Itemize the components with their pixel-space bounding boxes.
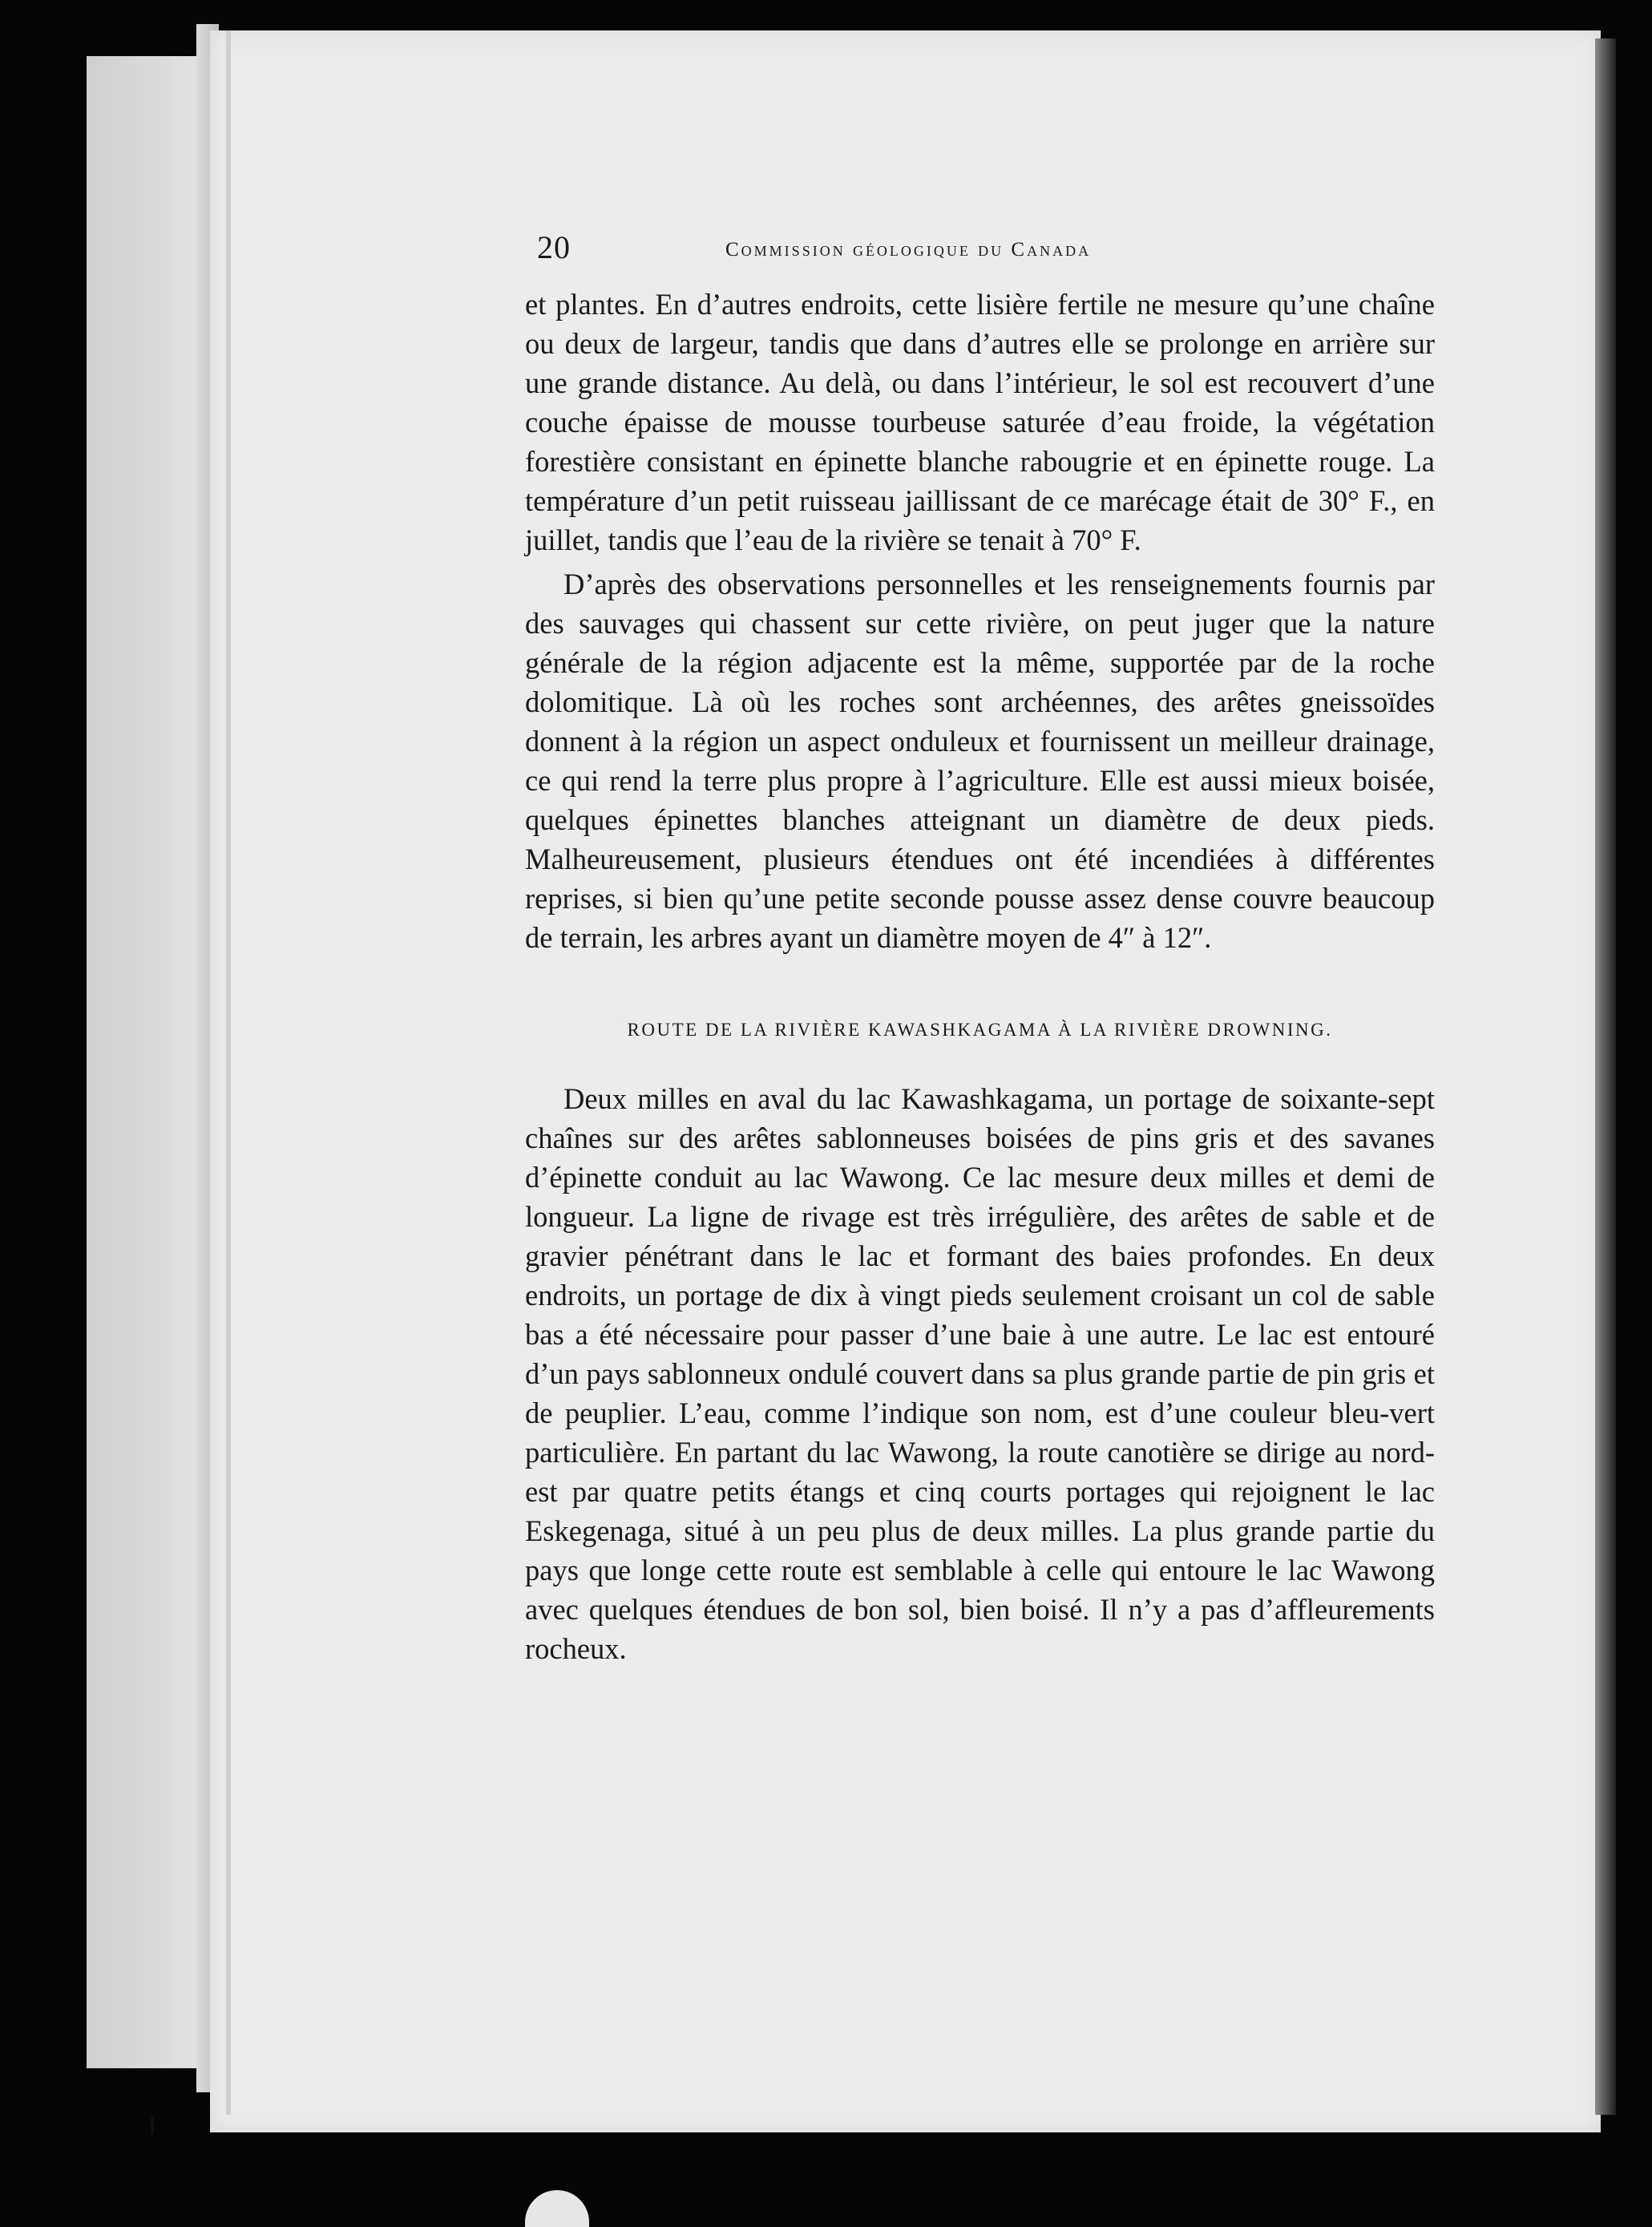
running-head — [525, 228, 1435, 277]
page-edge-shadow — [1595, 38, 1616, 2115]
running-title: Commission géologique du Canada — [725, 239, 1092, 261]
page-number: 20 — [537, 229, 571, 265]
section-heading: ROUTE DE LA RIVIÈRE KAWASHKAGAMA À LA RIVIÈRE DROWNING. — [627, 1020, 1333, 1040]
page-text-block — [525, 228, 1435, 1668]
paragraph-1: et plantes. En d’autres endroits, cette lisière fertile ne mesure qu’une chaîne ou deux de largeur, tandis que dans d’autres elle se prolonge en arrière sur une grande distance. Au delà, ou dans l’intérieur, le sol est recouvert d’une couche épaisse de mousse tourbeuse saturée d’eau froide, la végétation forestière consistant en épinette blanche rabougrie et en épinette rouge. La température d’un petit ruisseau jaillissant de ce marécage était de 30° F., en juillet, tandis que l’eau de la rivière se tenait à 70° F. — [525, 288, 1435, 556]
paragraph-2: D’après des observations personnelles et les renseignements fournis par des sauvages qui chassent sur cette rivière, on peut juger que la nature générale de la région adjacente est la même, supportée par de la roche dolomitique. Là où les roches sont archéennes, des arêtes gneissoïdes donnent à la région un aspect onduleux et fournissent un meilleur drainage, ce qui rend la terre plus propre à l’agriculture. Elle est aussi mieux boisée, quelques épinettes blanches atteignant un diamètre de deux pieds. Malheureusement, plusieurs étendues ont été incendiées à différentes reprises, si bien qu’une petite seconde pousse assez dense couvre beaucoup de terrain, les arbres ayant un diamètre moyen de 4″ à 12″. — [525, 568, 1435, 954]
scan-speck — [151, 2115, 154, 2136]
page-gutter — [226, 30, 231, 2115]
paragraph-3: Deux milles en aval du lac Kawashkagama, un portage de soixante-sept chaînes sur des arêtes sablonneuses boisées de pins gris et des savanes d’épinette conduit au lac Wawong. Ce lac mesure deux milles et demi de longueur. La ligne de rivage est très irrégulière, des arêtes de sable et de gravier pénétrant dans le lac et formant des baies profondes. En deux endroits, un portage de dix à vingt pieds seulement croisant un col de sable bas a été nécessaire pour passer d’une baie à une autre. Le lac est entouré d’un pays sablonneux ondulé couvert dans sa plus grande partie de pin gris et de peuplier. L’eau, comme l’indique son nom, est d’une couleur bleu-vert particulière. En partant du lac Wawong, la route canotière se dirige au nord-est par quatre petits étangs et cinq courts portages qui rejoignent le lac Eskegenaga, situé à un peu plus de deux milles. La plus grande partie du pays que longe cette route est semblable à celle qui entoure le lac Wawong avec quelques étendues de bon sol, bien boisé. Il n’y a pas d’affleurements rocheux. — [525, 1082, 1435, 1665]
